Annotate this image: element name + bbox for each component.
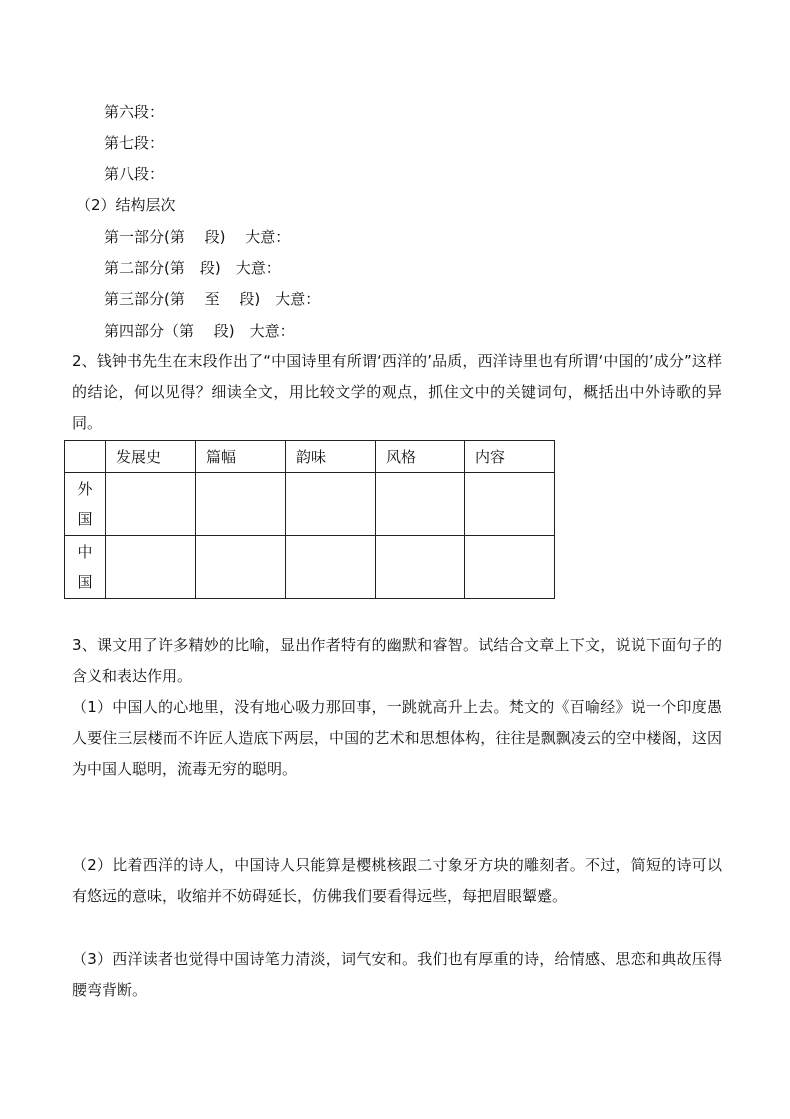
question-3-item-3: （3）西洋读者也觉得中国诗笔力清淡，词气安和。我们也有厚重的诗，给情感、思恋和典故压得腰弯背断。	[72, 950, 722, 999]
outline-part3: 第三部分(第 至 段) 大意：	[104, 290, 321, 308]
outline-part4: 第四部分（第 段) 大意：	[104, 322, 295, 340]
answer-cell[interactable]	[376, 536, 465, 599]
outline-part2: 第二部分(第 段) 大意：	[104, 259, 281, 277]
question-3-item-2: （2）比着西洋的诗人，中国诗人只能算是樱桃核跟二寸象牙方块的雕刻者。不过，简短的诗可以有悠远的意味，收缩并不妨碍延长，仿佛我们要看得远些，每把眉眼颦蹙。	[72, 856, 722, 905]
row-label-bottom: 国	[77, 573, 93, 591]
question-3-text: 3、课文用了许多精妙的比喻，显出作者特有的幽默和睿智。试结合文章上下文，说说下面句子的含义和表达作用。	[72, 636, 722, 685]
row-label-bottom: 国	[77, 510, 93, 528]
question-2-text: 2、钱钟书先生在末段作出了“中国诗里有所谓‘西洋的’品质，西洋诗里也有所谓‘中国的’成分”这样的结论，何以见得？细读全文，用比较文学的观点，抓住文中的关键词句，概括出中外诗歌的异同。	[72, 352, 722, 432]
answer-cell[interactable]	[465, 536, 555, 599]
answer-cell[interactable]	[286, 473, 376, 536]
row-label	[65, 536, 106, 599]
row-label-top: 外	[77, 480, 93, 498]
answer-cell[interactable]	[286, 536, 376, 599]
answer-cell[interactable]	[196, 536, 286, 599]
outline-para7: 第七段：	[104, 134, 165, 152]
comparison-table	[64, 440, 555, 599]
outline-part1: 第一部分(第 段) 大意：	[104, 228, 291, 246]
answer-cell[interactable]	[376, 473, 465, 536]
table-row	[65, 536, 555, 599]
structure-heading: （2）结构层次	[76, 196, 176, 214]
table-header-row	[65, 441, 555, 473]
table-header-cell: 韵味	[286, 441, 376, 473]
outline-para6: 第六段：	[104, 103, 165, 121]
table-header-cell: 篇幅	[196, 441, 286, 473]
question-3-item-1: （1）中国人的心地里，没有地心吸力那回事，一跳就高升上去。梵文的《百喻经》说一个印度愚人要住三层楼而不许匠人造底下两层，中国的艺术和思想体构，往往是飘飘凌云的空中楼阁，这因为中国人聪明，流毒无穷的聪明。	[72, 698, 722, 778]
table-header-cell: 内容	[465, 441, 555, 473]
answer-cell[interactable]	[106, 536, 196, 599]
outline-para8: 第八段：	[104, 165, 165, 183]
row-label	[65, 473, 106, 536]
answer-cell[interactable]	[196, 473, 286, 536]
table-header-cell: 发展史	[106, 441, 196, 473]
table-row	[65, 473, 555, 536]
row-label-top: 中	[77, 543, 93, 561]
table-header-cell	[65, 441, 106, 473]
table-header-cell: 风格	[376, 441, 465, 473]
answer-cell[interactable]	[465, 473, 555, 536]
answer-cell[interactable]	[106, 473, 196, 536]
